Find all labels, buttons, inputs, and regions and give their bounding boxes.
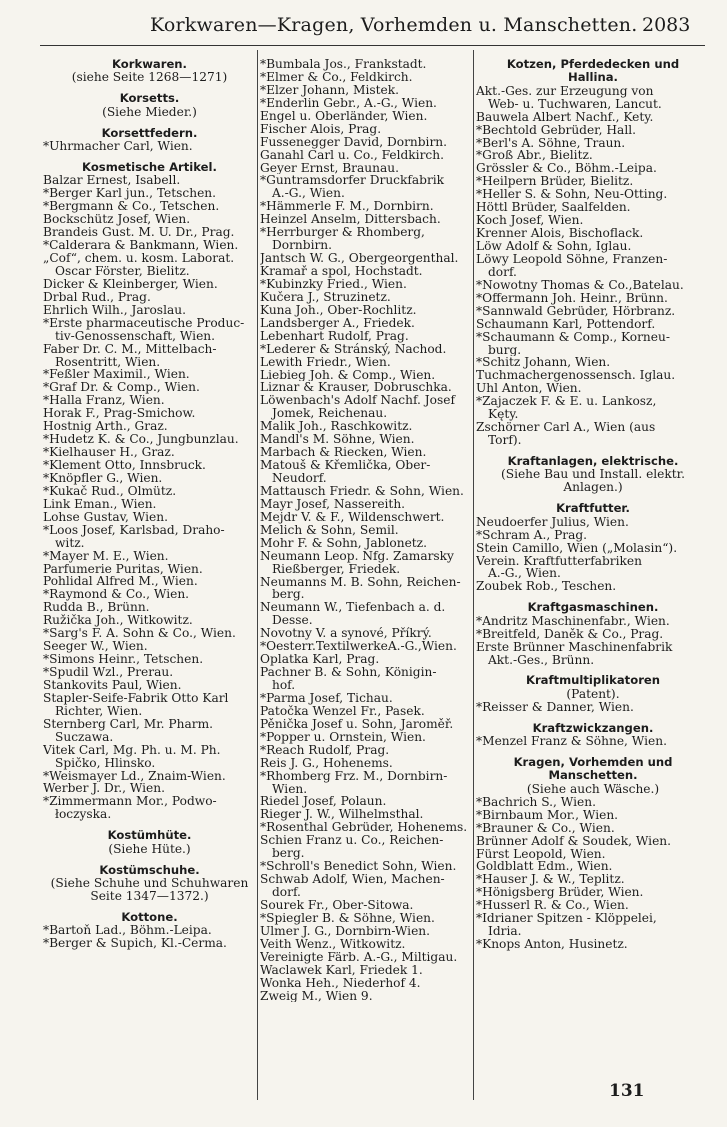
directory-entry: *Offermann Joh. Heinr., Brünn. bbox=[476, 291, 668, 305]
directory-entry: *Schitz Johann, Wien. bbox=[476, 356, 611, 370]
directory-entry: Grössler & Co., Böhm.-Leipa. bbox=[476, 162, 657, 176]
directory-entry: Lohse Gustav, Wien. bbox=[43, 510, 168, 524]
directory-entry: *Berl's A. Söhne, Traun. bbox=[476, 136, 626, 150]
cross-reference: Anlagen.) bbox=[563, 481, 623, 495]
entry-continuation: Rosentritt, Wien. bbox=[55, 355, 161, 369]
entry-continuation: Rießberger, Friedek. bbox=[272, 562, 401, 576]
cross-reference: (Siehe Schuhe und Schuhwaren bbox=[50, 876, 249, 890]
directory-entry: Mandl's M. Söhne, Wien. bbox=[260, 433, 415, 447]
directory-entry: Schien Franz u. Co., Reichen- bbox=[260, 834, 444, 848]
entry-continuation: berg. bbox=[272, 588, 305, 602]
directory-entry: *Sarg's F. A. Sohn & Co., Wien. bbox=[43, 627, 236, 641]
directory-entry: *Zajaczek F. & E. u. Lankosz, bbox=[476, 395, 657, 409]
section-heading: Kostümschuhe. bbox=[99, 862, 200, 877]
directory-entry: Riedel Josef, Polaun. bbox=[260, 795, 387, 809]
directory-entry: Ehrlich Wilh., Jaroslau. bbox=[43, 303, 186, 317]
directory-entry: Werber J. Dr., Wien. bbox=[43, 782, 165, 796]
section-heading: Kraftgasmaschinen. bbox=[527, 600, 659, 615]
directory-entry: *Elzer Johann, Mistek. bbox=[260, 83, 400, 97]
directory-entry: Hostnig Arth., Graz. bbox=[43, 420, 168, 434]
directory-entry: *Kielhauser H., Graz. bbox=[43, 446, 175, 459]
directory-entry: *Herrburger & Rhomberg, bbox=[260, 226, 425, 240]
directory-entry: Rieger J. W., Wilhelmsthal. bbox=[260, 808, 424, 822]
directory-entry: Kuna Joh., Ober-Rochlitz. bbox=[260, 303, 417, 317]
section-heading: Manschetten. bbox=[548, 768, 638, 783]
directory-entry: *Berger Karl jun., Tetschen. bbox=[43, 187, 217, 201]
entry-continuation: dorf. bbox=[488, 265, 517, 279]
directory-entry: *Birnbaum Mor., Wien. bbox=[476, 808, 619, 822]
directory-entry: Akt.-Ges. zur Erzeugung von bbox=[476, 84, 654, 98]
directory-entry: *Klement Otto, Innsbruck. bbox=[43, 459, 206, 472]
directory-entry: Löwy Leopold Söhne, Franzen- bbox=[476, 252, 668, 266]
directory-entry: Lebenhart Rudolf, Prag. bbox=[260, 329, 409, 343]
directory-entry: *Erste pharmaceutische Produc- bbox=[43, 316, 245, 330]
directory-entry: *Knöpfler G., Wien. bbox=[43, 471, 163, 485]
directory-entry: *Schroll's Benedict Sohn, Wien. bbox=[260, 860, 457, 874]
directory-entry: Tuchmachergenossensch. Iglau. bbox=[476, 369, 676, 383]
directory-entry: Neumann Leop. Nfg. Zamarsky bbox=[260, 549, 454, 563]
entry-continuation: Suczawa. bbox=[55, 730, 114, 744]
section-heading: Kraftzwickzangen. bbox=[532, 720, 654, 735]
directory-entry: Koch Josef, Wien. bbox=[476, 214, 584, 228]
cross-reference: (Siehe Hüte.) bbox=[108, 842, 191, 856]
directory-entry: *Sannwald Gebrüder, Hörbranz. bbox=[476, 304, 676, 318]
directory-entry: *Kukač Rud., Olmütz. bbox=[43, 484, 177, 498]
section-heading: Korsettfedern. bbox=[101, 125, 198, 140]
directory-entry: *Guntramsdorfer Druckfabrik bbox=[260, 174, 445, 188]
cross-reference: (siehe Seite 1268—1271) bbox=[71, 71, 228, 85]
directory-entry: Malik Joh., Raschkowitz. bbox=[260, 420, 413, 434]
directory-entry: *Idrianer Spitzen - Klöppelei, bbox=[476, 912, 657, 926]
directory-entry: Löwenbach's Adolf Nachf. Josef bbox=[260, 394, 455, 408]
directory-entry: Dicker & Kleinberger, Wien. bbox=[43, 277, 218, 291]
directory-entry: Pěnička Josef u. Sohn, Jaroměř. bbox=[260, 717, 454, 731]
directory-entry: Seeger W., Wien. bbox=[43, 640, 148, 654]
directory-entry: *Rhomberg Frz. M., Dornbirn- bbox=[260, 769, 448, 783]
directory-entry: *Hönigsberg Brüder, Wien. bbox=[476, 886, 644, 900]
directory-entry: Fürst Leopold, Wien. bbox=[476, 847, 606, 861]
directory-entry: *Menzel Franz & Söhne, Wien. bbox=[476, 735, 667, 749]
section-heading: Kottone. bbox=[121, 909, 178, 924]
entry-continuation: A.-G., Wien. bbox=[272, 187, 345, 201]
directory-entry: Ulmer J. G., Dornbirn-Wien. bbox=[260, 924, 431, 938]
directory-entry: Wonka Heh., Niederhof 4. bbox=[260, 976, 421, 990]
directory-entry: Reis J. G., Hohenems. bbox=[260, 756, 393, 770]
directory-entry: Rudda B., Brünn. bbox=[43, 601, 150, 615]
directory-entry: *Hauser J. & W., Teplitz. bbox=[476, 873, 625, 887]
directory-entry: Stapler-Seife-Fabrik Otto Karl bbox=[43, 691, 229, 705]
directory-entry: Erste Brünner Maschinenfabrik bbox=[476, 640, 673, 654]
entry-continuation: Web- u. Tuchwaren, Lancut. bbox=[488, 97, 662, 111]
directory-entry: Pohlidal Alfred M., Wien. bbox=[43, 575, 198, 589]
directory-entry: Ružička Joh., Witkowitz. bbox=[43, 614, 193, 628]
directory-entry: „Cof“, chem. u. kosm. Laborat. bbox=[43, 252, 235, 265]
directory-entry: Neudoerfer Julius, Wien. bbox=[476, 515, 629, 529]
directory-entry: *Hämmerle F. M., Dornbirn. bbox=[260, 200, 434, 214]
entry-continuation: Neudorf. bbox=[272, 472, 327, 485]
directory-entry: Landsberger A., Friedek. bbox=[260, 316, 415, 330]
entry-continuation: Desse. bbox=[272, 614, 313, 628]
entry-continuation: witz. bbox=[55, 536, 85, 550]
section-heading: Hallina. bbox=[568, 70, 618, 85]
directory-entry: Zschörner Carl A., Wien (aus bbox=[476, 421, 656, 435]
cross-reference: Seite 1347—1372.) bbox=[90, 889, 209, 903]
directory-entry: Oplatka Karl, Prag. bbox=[260, 653, 380, 667]
directory-entry: *Bechtold Gebrüder, Hall. bbox=[476, 123, 636, 137]
directory-entry: *Kubinzky Fried., Wien. bbox=[260, 277, 407, 291]
directory-entry: *Uhrmacher Carl, Wien. bbox=[43, 140, 193, 153]
entry-continuation: Oscar Förster, Bielitz. bbox=[55, 264, 190, 278]
directory-entry: Vitek Carl, Mg. Ph. u. M. Ph. bbox=[43, 743, 221, 757]
directory-entry: *Nowotny Thomas & Co.,Batelau. bbox=[476, 278, 684, 292]
directory-entry: Sternberg Carl, Mr. Pharm. bbox=[43, 717, 213, 731]
section-heading: Korkwaren. bbox=[112, 57, 187, 71]
section-heading: Kragen, Vorhemden und bbox=[513, 755, 673, 770]
directory-entry: Pachner B. & Sohn, Königin- bbox=[260, 666, 437, 679]
directory-entry: *Loos Josef, Karlsbad, Draho- bbox=[43, 523, 225, 537]
entry-continuation: Richter, Wien. bbox=[55, 704, 143, 718]
directory-entry: Bockschütz Josef, Wien. bbox=[43, 213, 191, 227]
entry-continuation: berg. bbox=[272, 847, 305, 861]
directory-entry: Novotny V. a synové, Příkrý. bbox=[260, 627, 432, 641]
directory-entry: Zoubek Rob., Teschen. bbox=[476, 580, 617, 594]
directory-entry: Sourek Fr., Ober-Sitowa. bbox=[260, 898, 414, 912]
directory-entry: *Hudetz K. & Co., Jungbunzlau. bbox=[43, 433, 239, 447]
directory-entry: Liznar & Krauser, Dobruschka. bbox=[260, 381, 452, 395]
directory-entry: *Popper u. Ornstein, Wien. bbox=[260, 730, 426, 744]
directory-entry: Vereinigte Färb. A.-G., Miltigau. bbox=[260, 950, 458, 964]
directory-entry: *Mayer M. E., Wien. bbox=[43, 549, 169, 563]
page-number-top: 2083 bbox=[642, 14, 691, 36]
directory-entry: *Simons Heinr., Tetschen. bbox=[43, 653, 204, 666]
directory-entry: *Reisser & Danner, Wien. bbox=[476, 700, 634, 714]
entry-continuation: Jomek, Reichenau. bbox=[272, 407, 388, 421]
entry-continuation: Dornbirn. bbox=[272, 239, 333, 253]
directory-entry: *Bachrich S., Wien. bbox=[476, 795, 596, 809]
directory-entry: *Feßler Maximil., Wien. bbox=[43, 368, 190, 382]
directory-entry: Fussenegger David, Dornbirn. bbox=[260, 135, 448, 149]
directory-entry: Stankovits Paul, Wien. bbox=[43, 678, 182, 692]
directory-entry: Matouš & Křemlička, Ober- bbox=[260, 459, 431, 472]
directory-entry: Schwab Adolf, Wien, Machen- bbox=[260, 873, 445, 886]
entry-continuation: hof. bbox=[272, 679, 296, 692]
entry-continuation: Idria. bbox=[488, 925, 522, 939]
directory-entry: Waclawek Karl, Friedek 1. bbox=[260, 963, 423, 977]
entry-continuation: łoczyska. bbox=[55, 808, 112, 822]
directory-entry: Veith Wenz., Witkowitz. bbox=[260, 937, 406, 951]
directory-entry: *Oesterr.TextilwerkeA.-G.,Wien. bbox=[260, 640, 457, 654]
directory-entry: Ganahl Carl u. Co., Feldkirch. bbox=[260, 148, 444, 162]
column-divider bbox=[473, 50, 474, 1100]
directory-entry: *Heilpern Brüder, Bielitz. bbox=[476, 175, 634, 189]
page-header bbox=[0, 14, 727, 44]
directory-entry: *Raymond & Co., Wien. bbox=[43, 588, 190, 602]
directory-entry: Liebieg Joh. & Comp., Wien. bbox=[260, 368, 436, 382]
section-heading: Kotzen, Pferdedecken und bbox=[506, 57, 680, 71]
directory-entry: Brünner Adolf & Soudek, Wien. bbox=[476, 834, 672, 848]
section-heading: Kraftfutter. bbox=[556, 501, 630, 516]
directory-entry: *Schaumann & Comp., Korneu- bbox=[476, 330, 670, 344]
directory-entry: *Lederer & Stránský, Nachod. bbox=[260, 342, 447, 356]
directory-entry: Melich & Sohn, Semil. bbox=[260, 523, 399, 537]
directory-entry: Lewith Friedr., Wien. bbox=[260, 355, 391, 369]
cross-reference: (Siehe auch Wäsche.) bbox=[526, 782, 660, 796]
directory-entry: *Rosenthal Gebrüder, Hohenems. bbox=[260, 821, 468, 835]
entry-continuation: Špičko, Hlinsko. bbox=[55, 756, 156, 770]
directory-entry: *Parma Josef, Tichau. bbox=[260, 691, 393, 705]
directory-entry: *Weismayer Ld., Znaim-Wien. bbox=[43, 769, 226, 783]
directory-entry: *Calderara & Bankmann, Wien. bbox=[43, 239, 239, 252]
directory-entry: *Schram A., Prag. bbox=[476, 528, 588, 542]
directory-entry: *Andritz Maschinenfabr., Wien. bbox=[476, 614, 670, 628]
entry-continuation: tiv-Genossenschaft, Wien. bbox=[55, 329, 216, 343]
directory-entry: Parfumerie Puritas, Wien. bbox=[43, 562, 203, 576]
directory-entry: *Halla Franz, Wien. bbox=[43, 394, 165, 408]
directory-entry: Neumann W., Tiefenbach a. d. bbox=[260, 601, 446, 615]
entry-continuation: A.-G., Wien. bbox=[488, 567, 561, 581]
directory-entry: Mohr F. & Sohn, Jablonetz. bbox=[260, 536, 427, 550]
directory-entry: Uhl Anton, Wien. bbox=[476, 382, 582, 396]
column-middle bbox=[260, 58, 472, 1002]
directory-entry: Horak F., Prag-Smichow. bbox=[43, 407, 196, 421]
directory-entry: Stein Camillo, Wien („Molasin“). bbox=[476, 541, 678, 555]
column-left bbox=[43, 58, 256, 950]
entry-continuation: burg. bbox=[488, 343, 522, 357]
section-heading: Korsetts. bbox=[119, 91, 180, 106]
directory-entry: *Berger & Šupich, Kl.-Čerma. bbox=[43, 937, 227, 951]
section-heading: Kosmetische Artikel. bbox=[82, 159, 217, 174]
entry-continuation: Wien. bbox=[272, 782, 308, 796]
directory-entry: *Reach Rudolf, Prag. bbox=[260, 743, 390, 757]
directory-entry: Bauwela Albert Nachf., Kety. bbox=[476, 110, 654, 124]
directory-entry: Balzar Ernest, Isabell. bbox=[43, 174, 181, 188]
entry-continuation: dorf. bbox=[272, 886, 301, 899]
directory-entry: Krenner Alois, Bischoflack. bbox=[476, 227, 644, 241]
entry-continuation: Torf). bbox=[488, 434, 522, 448]
directory-entry: Jantsch W. G., Obergeorgenthal. bbox=[260, 252, 459, 265]
running-title: Korkwaren—Kragen, Vorhemden u. Manschetten. bbox=[150, 14, 638, 36]
directory-entry: Schaumann Karl, Pottendorf. bbox=[476, 317, 656, 331]
directory-entry: Link Eman., Wien. bbox=[43, 497, 157, 511]
directory-entry: *Graf Dr. & Comp., Wien. bbox=[43, 381, 200, 395]
directory-entry: Neumanns M. B. Sohn, Reichen- bbox=[260, 575, 461, 589]
directory-entry: *Groß Abr., Bielitz. bbox=[476, 149, 593, 163]
directory-entry: *Bergmann & Co., Tetschen. bbox=[43, 200, 220, 214]
directory-entry: Patočka Wenzel Fr., Pasek. bbox=[260, 704, 425, 718]
section-heading: Kraftanlagen, elektrische. bbox=[507, 454, 679, 469]
directory-entry: Engel u. Oberländer, Wien. bbox=[260, 109, 428, 123]
directory-entry: Mattausch Friedr. & Sohn, Wien. bbox=[260, 484, 464, 498]
entry-continuation: Kęty. bbox=[488, 408, 519, 422]
directory-entry: Mejdr V. & F., Wildenschwert. bbox=[260, 510, 445, 524]
directory-entry: *Spudil Wzl., Prerau. bbox=[43, 666, 174, 679]
column-right bbox=[476, 58, 710, 951]
directory-entry: *Enderlin Gebr., A.-G., Wien. bbox=[260, 96, 437, 110]
directory-entry: Goldblatt Edm., Wien. bbox=[476, 860, 613, 874]
directory-entry: Marbach & Riecken, Wien. bbox=[260, 446, 427, 460]
directory-entry: *Husserl R. & Co., Wien. bbox=[476, 899, 629, 913]
page-number-bottom: 131 bbox=[609, 1081, 645, 1101]
directory-entry: Geyer Ernst, Braunau. bbox=[260, 161, 399, 175]
directory-entry: Heinzel Anselm, Dittersbach. bbox=[260, 213, 441, 227]
directory-entry: Kramař a spol, Hochstadt. bbox=[260, 265, 423, 278]
directory-entry: *Zimmermann Mor., Podwo- bbox=[43, 795, 217, 809]
directory-entry: *Breitfeld, Daněk & Co., Prag. bbox=[476, 627, 664, 641]
directory-entry: *Heller S. & Sohn, Neu-Ötting. bbox=[476, 188, 668, 202]
header-rule bbox=[40, 45, 705, 46]
directory-entry: Kučera J., Struzinetz. bbox=[260, 290, 391, 304]
directory-entry: Fischer Alois, Prag. bbox=[260, 122, 382, 136]
directory-entry: *Brauner & Co., Wien. bbox=[476, 821, 615, 835]
directory-entry: Löw Adolf & Sohn, Iglau. bbox=[476, 240, 632, 253]
directory-entry: *Elmer & Co., Feldkirch. bbox=[260, 70, 413, 84]
directory-entry: Drbal Rud., Prag. bbox=[43, 290, 151, 304]
directory-entry: Brandeis Gust. M. U. Dr., Prag. bbox=[43, 226, 235, 240]
section-heading: Kraftmultiplikatoren bbox=[525, 673, 661, 688]
directory-entry: Faber Dr. C. M., Mittelbach- bbox=[43, 342, 217, 356]
section-heading: Kostümhüte. bbox=[107, 828, 192, 843]
directory-entry: *Spiegler B. & Söhne, Wien. bbox=[260, 911, 435, 925]
cross-reference: (Patent). bbox=[566, 687, 620, 701]
directory-entry: Verein. Kraftfutterfabriken bbox=[476, 554, 642, 568]
directory-entry: Zweig M., Wien 9. bbox=[260, 989, 373, 1003]
entry-continuation: Akt.-Ges., Brünn. bbox=[488, 653, 595, 667]
cross-reference: (Siehe Mieder.) bbox=[102, 105, 197, 119]
cross-reference: (Siehe Bau und Install. elektr. bbox=[500, 468, 686, 482]
column-divider bbox=[257, 50, 258, 1100]
directory-entry: *Knops Anton, Husinetz. bbox=[476, 938, 628, 952]
directory-entry: *Bartoň Lad., Böhm.-Leipa. bbox=[43, 924, 212, 938]
directory-entry: Höttl Brüder, Saalfelden. bbox=[476, 201, 631, 215]
directory-entry: *Bumbala Jos., Frankstadt. bbox=[260, 58, 427, 71]
directory-entry: Mayr Josef, Nassereith. bbox=[260, 497, 406, 511]
